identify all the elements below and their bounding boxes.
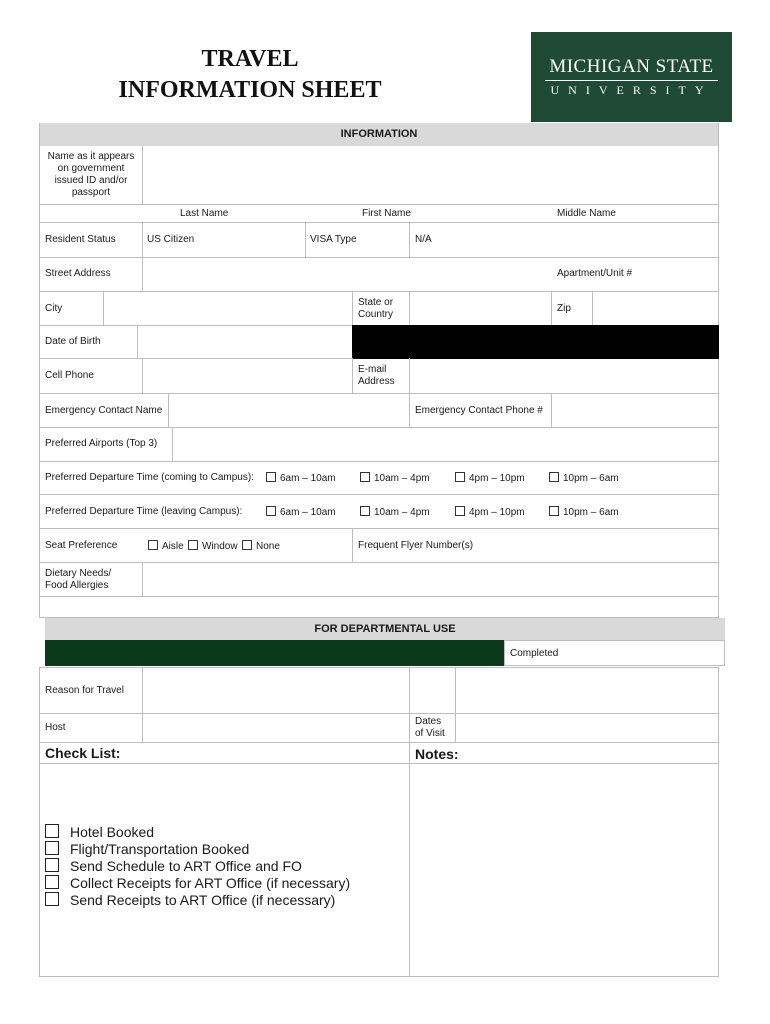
notes-field[interactable] <box>410 764 718 976</box>
reason-label: Reason for Travel <box>45 685 124 696</box>
checkbox-icon <box>45 892 59 906</box>
logo-line-2: UNIVERSITY <box>550 83 713 97</box>
divider <box>352 291 353 325</box>
divider <box>39 528 719 529</box>
notes-heading: Notes: <box>415 746 459 762</box>
emergency-phone-field[interactable] <box>552 394 718 427</box>
city-label: City <box>45 303 63 314</box>
divider <box>39 976 719 977</box>
departure-leaving-label: Preferred Departure Time (leaving Campus): <box>45 506 243 517</box>
dates-of-visit-field[interactable] <box>456 714 718 742</box>
last-name-caption: Last Name <box>180 208 229 219</box>
page-title <box>90 44 410 106</box>
checkbox-icon <box>45 858 59 872</box>
seat-option-aisle[interactable] <box>148 540 184 553</box>
checklist-item-label: Send Schedule to ART Office and FO <box>70 858 302 874</box>
frequent-flyer-label: Frequent Flyer Number(s) <box>358 540 474 551</box>
checkbox-icon <box>549 506 559 516</box>
seat-option-none[interactable] <box>242 540 280 553</box>
divider <box>39 742 719 743</box>
emergency-name-label: Emergency Contact Name <box>45 405 163 416</box>
checkbox-icon <box>549 472 559 482</box>
coming-option-4[interactable] <box>549 472 619 485</box>
information-header: INFORMATION <box>39 123 719 146</box>
dietary-label: Dietary Needs/ Food Allergies <box>45 568 112 591</box>
leaving-option-4[interactable] <box>549 506 619 519</box>
option-label: 6am – 10am <box>280 473 336 484</box>
completed-label: Completed <box>510 648 559 659</box>
divider <box>39 222 719 223</box>
option-label: 10am – 4pm <box>374 473 430 484</box>
city-field[interactable] <box>104 292 352 325</box>
divider <box>39 494 719 495</box>
street-address-field[interactable] <box>143 258 551 291</box>
checklist-item[interactable] <box>45 858 350 875</box>
middle-name-caption: Middle Name <box>557 208 616 219</box>
leaving-option-3[interactable] <box>455 506 525 519</box>
leaving-option-2[interactable] <box>360 506 430 519</box>
checkbox-icon <box>45 875 59 889</box>
divider <box>39 461 719 462</box>
street-address-label: Street Address <box>45 268 111 279</box>
name-field[interactable] <box>143 147 718 203</box>
coming-option-1[interactable] <box>266 472 336 485</box>
option-label: 10pm – 6am <box>563 507 619 518</box>
checkbox-icon <box>455 506 465 516</box>
checkbox-icon <box>360 506 370 516</box>
checkbox-icon <box>242 540 252 550</box>
checklist-heading: Check List: <box>45 745 121 761</box>
emergency-name-field[interactable] <box>169 394 409 427</box>
reason-field[interactable] <box>143 668 409 713</box>
checklist-item-label: Hotel Booked <box>70 824 155 840</box>
first-name-caption: First Name <box>362 208 411 219</box>
blacked-out-area <box>352 325 719 359</box>
checkbox-icon <box>360 472 370 482</box>
dietary-field[interactable] <box>143 563 718 596</box>
apartment-label: Apartment/Unit # <box>557 268 633 279</box>
checklist <box>45 824 350 909</box>
email-field[interactable] <box>410 359 718 393</box>
name-label: Name as it appears on government issued ID and/or passport <box>47 151 135 198</box>
checklist-item-label: Flight/Transportation Booked <box>70 841 250 857</box>
option-label: 10pm – 6am <box>563 473 619 484</box>
emergency-phone-label: Emergency Contact Phone # <box>415 405 543 416</box>
divider <box>352 358 353 393</box>
title-line-2: INFORMATION SHEET <box>118 77 382 103</box>
host-label: Host <box>45 722 66 733</box>
green-bar <box>45 640 504 666</box>
seat-option-window[interactable] <box>188 540 238 553</box>
divider <box>409 222 410 257</box>
option-label: 4pm – 10pm <box>469 507 525 518</box>
divider <box>39 596 719 597</box>
departure-coming-label: Preferred Departure Time (coming to Campus): <box>45 472 254 483</box>
option-label: None <box>256 541 280 552</box>
zip-field[interactable] <box>593 292 718 325</box>
divider <box>551 291 552 325</box>
checklist-item[interactable] <box>45 875 350 892</box>
host-field[interactable] <box>143 714 409 742</box>
checklist-item-label: Send Receipts to ART Office (if necessary) <box>70 892 336 908</box>
visa-type-value[interactable]: N/A <box>415 234 432 245</box>
option-label: 6am – 10am <box>280 507 336 518</box>
checkbox-icon <box>188 540 198 550</box>
divider <box>305 222 306 257</box>
checkbox-icon <box>45 824 59 838</box>
dates-of-visit-label: Dates of Visit <box>415 716 445 739</box>
checklist-item[interactable] <box>45 841 350 858</box>
divider <box>409 393 410 427</box>
visa-type-label: VISA Type <box>310 234 357 245</box>
resident-status-value[interactable]: US Citizen <box>147 234 195 245</box>
option-label: 4pm – 10pm <box>469 473 525 484</box>
divider <box>352 528 353 562</box>
zip-label: Zip <box>557 303 571 314</box>
info-left-border <box>39 123 40 618</box>
airports-label: Preferred Airports (Top 3) <box>45 438 158 449</box>
logo-rule <box>545 80 718 81</box>
checklist-item[interactable] <box>45 892 350 909</box>
coming-option-2[interactable] <box>360 472 430 485</box>
checkbox-icon <box>148 540 158 550</box>
coming-option-3[interactable] <box>455 472 525 485</box>
resident-status-label: Resident Status <box>45 234 116 245</box>
departmental-use-header: FOR DEPARTMENTAL USE <box>45 618 725 640</box>
leaving-option-1[interactable] <box>266 506 336 519</box>
airports-field[interactable] <box>173 428 718 461</box>
cell-phone-field[interactable] <box>143 359 352 393</box>
option-label: Aisle <box>162 541 184 552</box>
state-country-label: State or Country <box>358 297 394 320</box>
info-right-border <box>718 123 719 618</box>
msu-logo <box>531 32 732 122</box>
checklist-item[interactable] <box>45 824 350 841</box>
checkbox-icon <box>266 506 276 516</box>
checkbox-icon <box>455 472 465 482</box>
state-country-field[interactable] <box>410 292 551 325</box>
completed-cell[interactable] <box>504 640 725 666</box>
cell-phone-label: Cell Phone <box>45 370 94 381</box>
option-label: 10am – 4pm <box>374 507 430 518</box>
checkbox-icon <box>45 841 59 855</box>
logo-line-1: MICHIGAN STATE <box>549 56 714 77</box>
dob-field[interactable] <box>138 326 352 358</box>
option-label: Window <box>202 541 238 552</box>
divider <box>142 222 143 257</box>
checkbox-icon <box>266 472 276 482</box>
dob-label: Date of Birth <box>45 336 101 347</box>
divider <box>39 204 719 205</box>
checklist-item-label: Collect Receipts for ART Office (if necessary) <box>70 875 351 891</box>
seat-preference-label: Seat Preference <box>45 540 118 551</box>
title-line-1: TRAVEL <box>201 46 299 72</box>
email-label: E-mail Address <box>358 364 395 387</box>
